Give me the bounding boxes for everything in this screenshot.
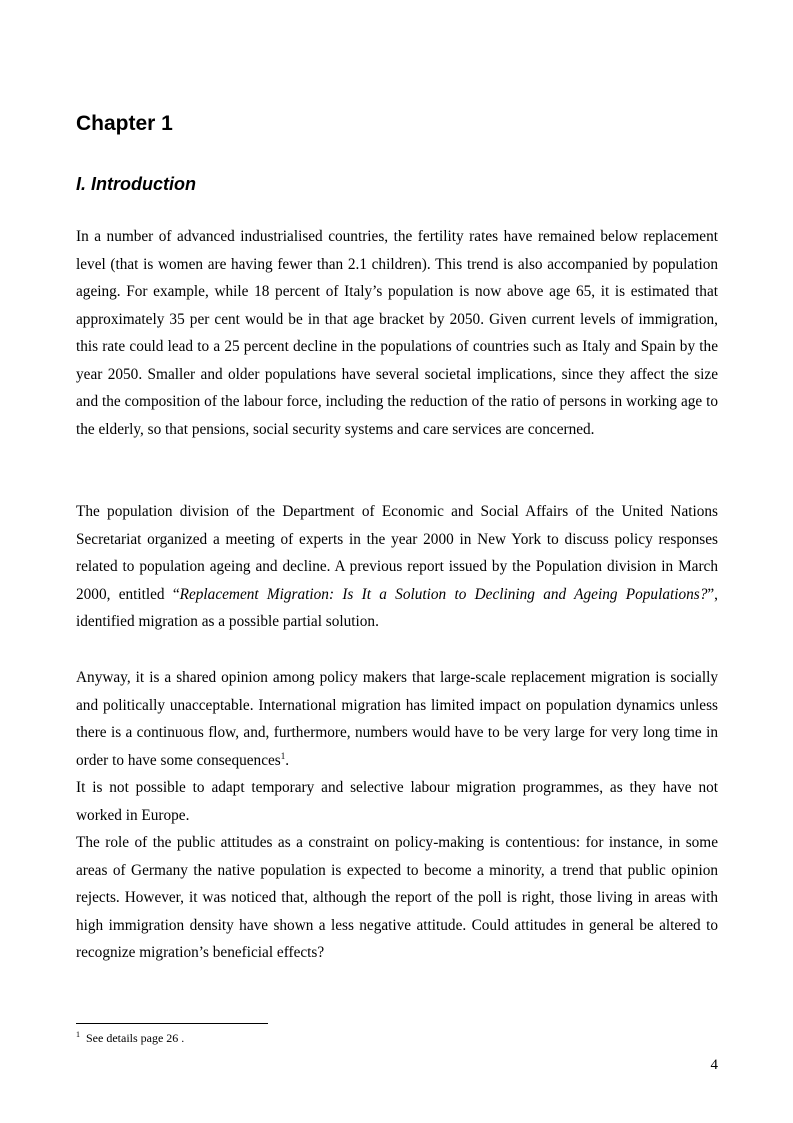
paragraph-un-meeting-tail: ”, identified migration as a possible partial solution. bbox=[76, 585, 718, 630]
paragraph-replacement-migration-text: Anyway, it is a shared opinion among policy makers that large-scale replacement migration is socially and politically unacceptable. International migration has limited impact on population dynamics unless there is a continuous flow, and, furthermore, numbers would have to be very large for very long time in order to have some consequences bbox=[76, 669, 718, 769]
report-title: Replacement Migration: Is It a Solution to Declining and Ageing Populations? bbox=[179, 585, 708, 603]
paragraph-un-meeting-text: The population division of the Department of Economic and Social Affairs of the United Nations Secretariat organized a meeting of experts in the year 2000 in New York to discuss policy responses related to population ageing and decline. A previous report issued by the Population division in March 2000, entitled “ bbox=[76, 503, 718, 603]
paragraph-un-meeting bbox=[76, 498, 718, 636]
footnote-text: See details page 26 . bbox=[86, 1031, 185, 1045]
chapter-title: Chapter 1 bbox=[76, 112, 173, 135]
footnote-reference[interactable]: 1 bbox=[280, 750, 286, 761]
paragraph-replacement-migration-end: . bbox=[285, 751, 290, 769]
paragraph-labour-programmes: It is not possible to adapt temporary and selective labour migration programmes, as they have not worked in Europe. bbox=[76, 779, 718, 824]
page-number: 4 bbox=[710, 1057, 718, 1073]
paragraph-fertility-ageing: In a number of advanced industrialised countries, the fertility rates have remained below replacement level (that is women are having fewer than 2.1 children). This trend is also accompanied by population ageing. For example, while 18 percent of Italy’s population is now above age 65, it is estimated that approximately 35 per cent would be in that age bracket by 2050. Given current levels of immigration, this rate could lead to a 25 percent decline in the populations of countries such as Italy and Spain by the year 2050. Smaller and older populations have several societal implications, since they affect the size and the composition of the labour force, including the reduction of the ratio of persons in working age to the elderly, so that pensions, social security systems and care services are concerned. bbox=[76, 228, 718, 438]
paragraph-public-attitudes: The role of the public attitudes as a constraint on policy-making is contentious: for instance, in some areas of Germany the native population is expected to become a minority, a trend that public opinion rejects. However, it was noticed that, although the report of the poll is right, those living in areas with high immigration density have shown a less negative attitude. Could attitudes in general be altered to recognize migration’s beneficial effects? bbox=[76, 834, 718, 961]
footnote bbox=[76, 1030, 184, 1046]
paragraph-replacement-migration bbox=[76, 664, 718, 774]
section-title: I. Introduction bbox=[76, 174, 196, 194]
footnote-divider bbox=[76, 1023, 268, 1024]
footnote-marker: 1 bbox=[76, 1030, 80, 1039]
